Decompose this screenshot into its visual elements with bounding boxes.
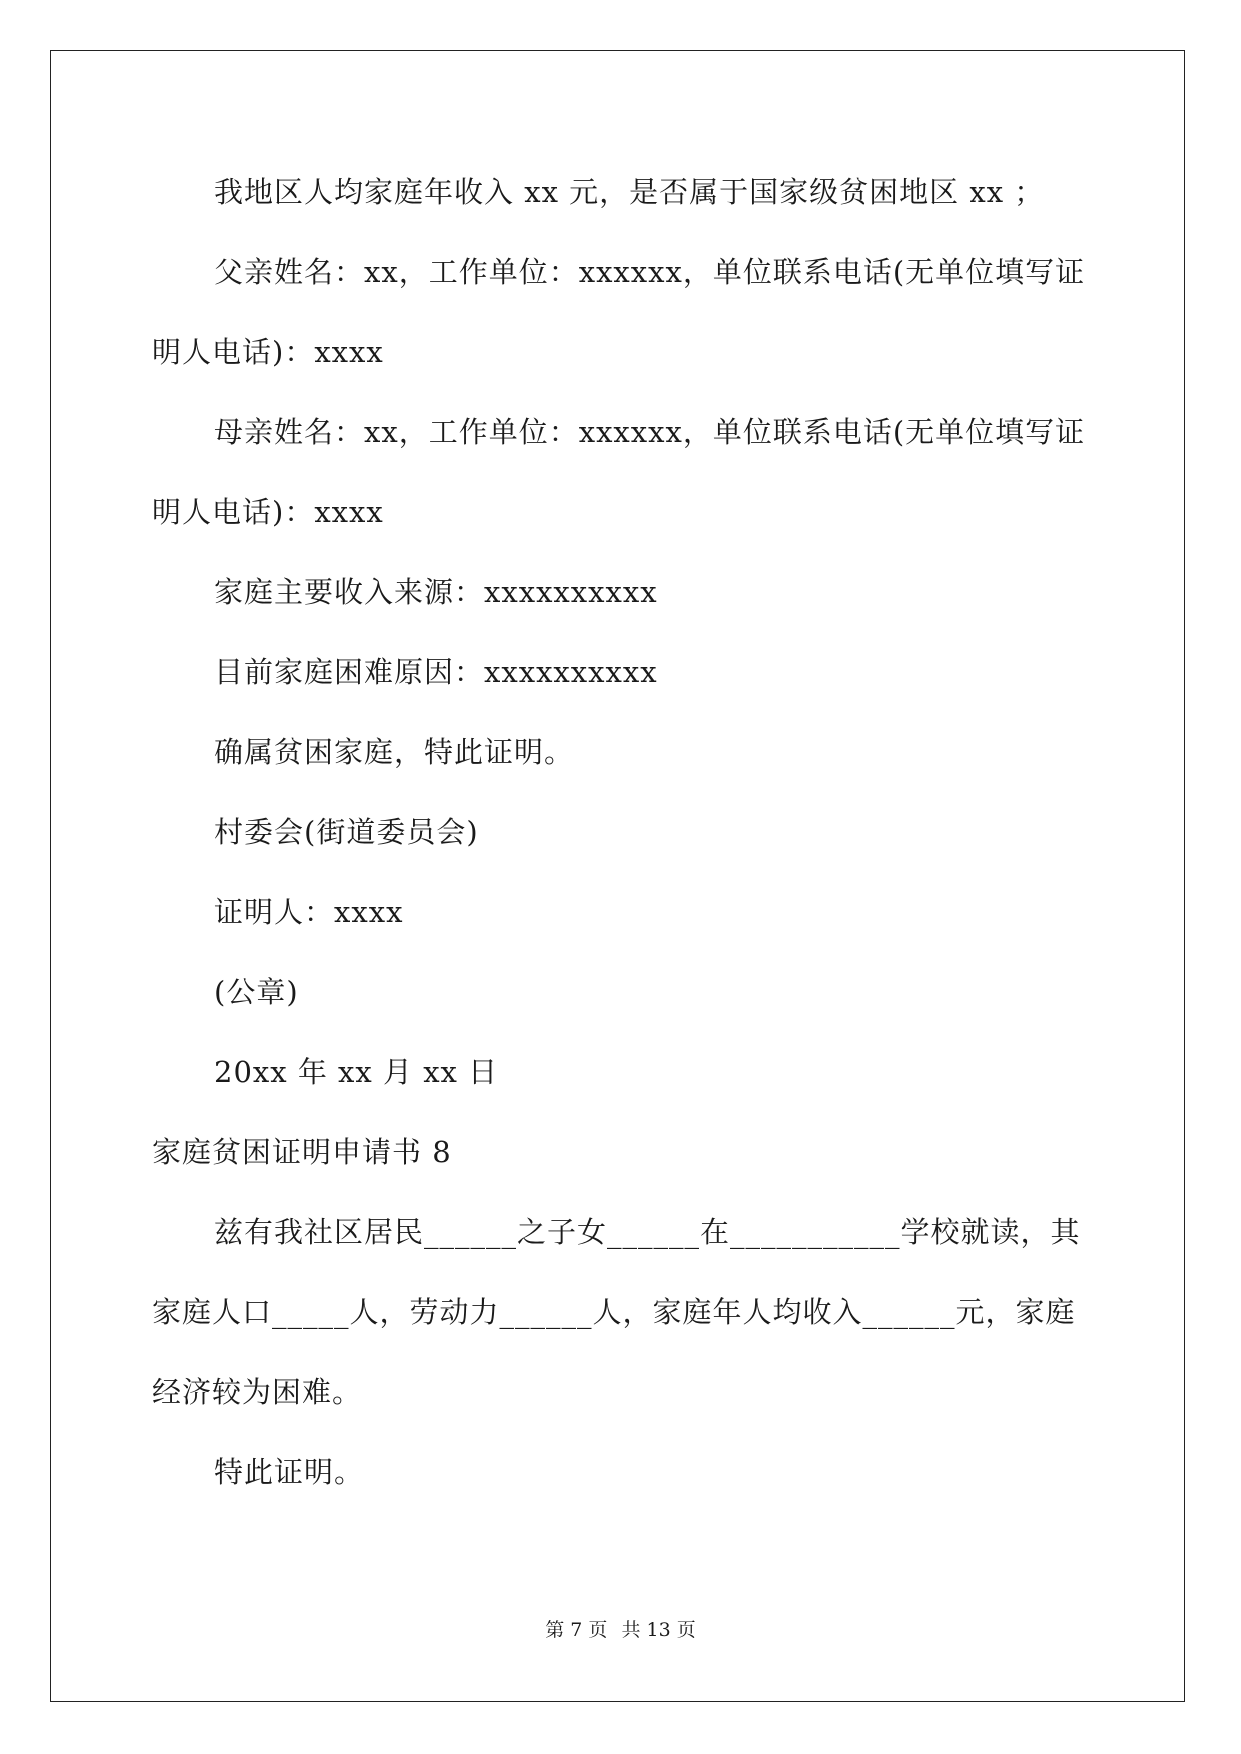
official-seal: (公章)	[214, 975, 299, 1009]
paragraph-resident-line2: 家庭人口_____人，劳动力______人，家庭年人均收入______元，家庭	[152, 1295, 1076, 1329]
paragraph-mother-line1: 母亲姓名：xx，工作单位：xxxxxx，单位联系电话(无单位填写证	[214, 415, 1086, 449]
paragraph-difficulty-reason: 目前家庭困难原因：xxxxxxxxxx	[214, 655, 658, 689]
section-heading: 家庭贫困证明申请书 8	[152, 1135, 452, 1169]
paragraph-income: 我地区人均家庭年收入 xx 元，是否属于国家级贫困地区 xx ；	[214, 175, 1045, 209]
page-footer	[0, 1618, 1241, 1642]
paragraph-father-line1: 父亲姓名：xx，工作单位：xxxxxx，单位联系电话(无单位填写证	[214, 255, 1086, 289]
paragraph-certification: 确属贫困家庭，特此证明。	[214, 735, 575, 769]
closing-statement: 特此证明。	[214, 1455, 365, 1489]
paragraph-income-source: 家庭主要收入来源：xxxxxxxxxx	[214, 575, 658, 609]
paragraph-father-line2: 明人电话)：xxxx	[152, 335, 384, 369]
page-number: 第 7 页	[545, 1619, 608, 1641]
date-line: 20xx 年 xx 月 xx 日	[214, 1055, 499, 1089]
witness: 证明人：xxxx	[214, 895, 404, 929]
village-committee: 村委会(街道委员会)	[214, 815, 479, 849]
paragraph-resident-line3: 经济较为困难。	[152, 1375, 363, 1409]
paragraph-mother-line2: 明人电话)：xxxx	[152, 495, 384, 529]
page-total: 共 13 页	[621, 1619, 696, 1641]
paragraph-resident-line1: 兹有我社区居民______之子女______在___________学校就读，其	[214, 1215, 1081, 1249]
